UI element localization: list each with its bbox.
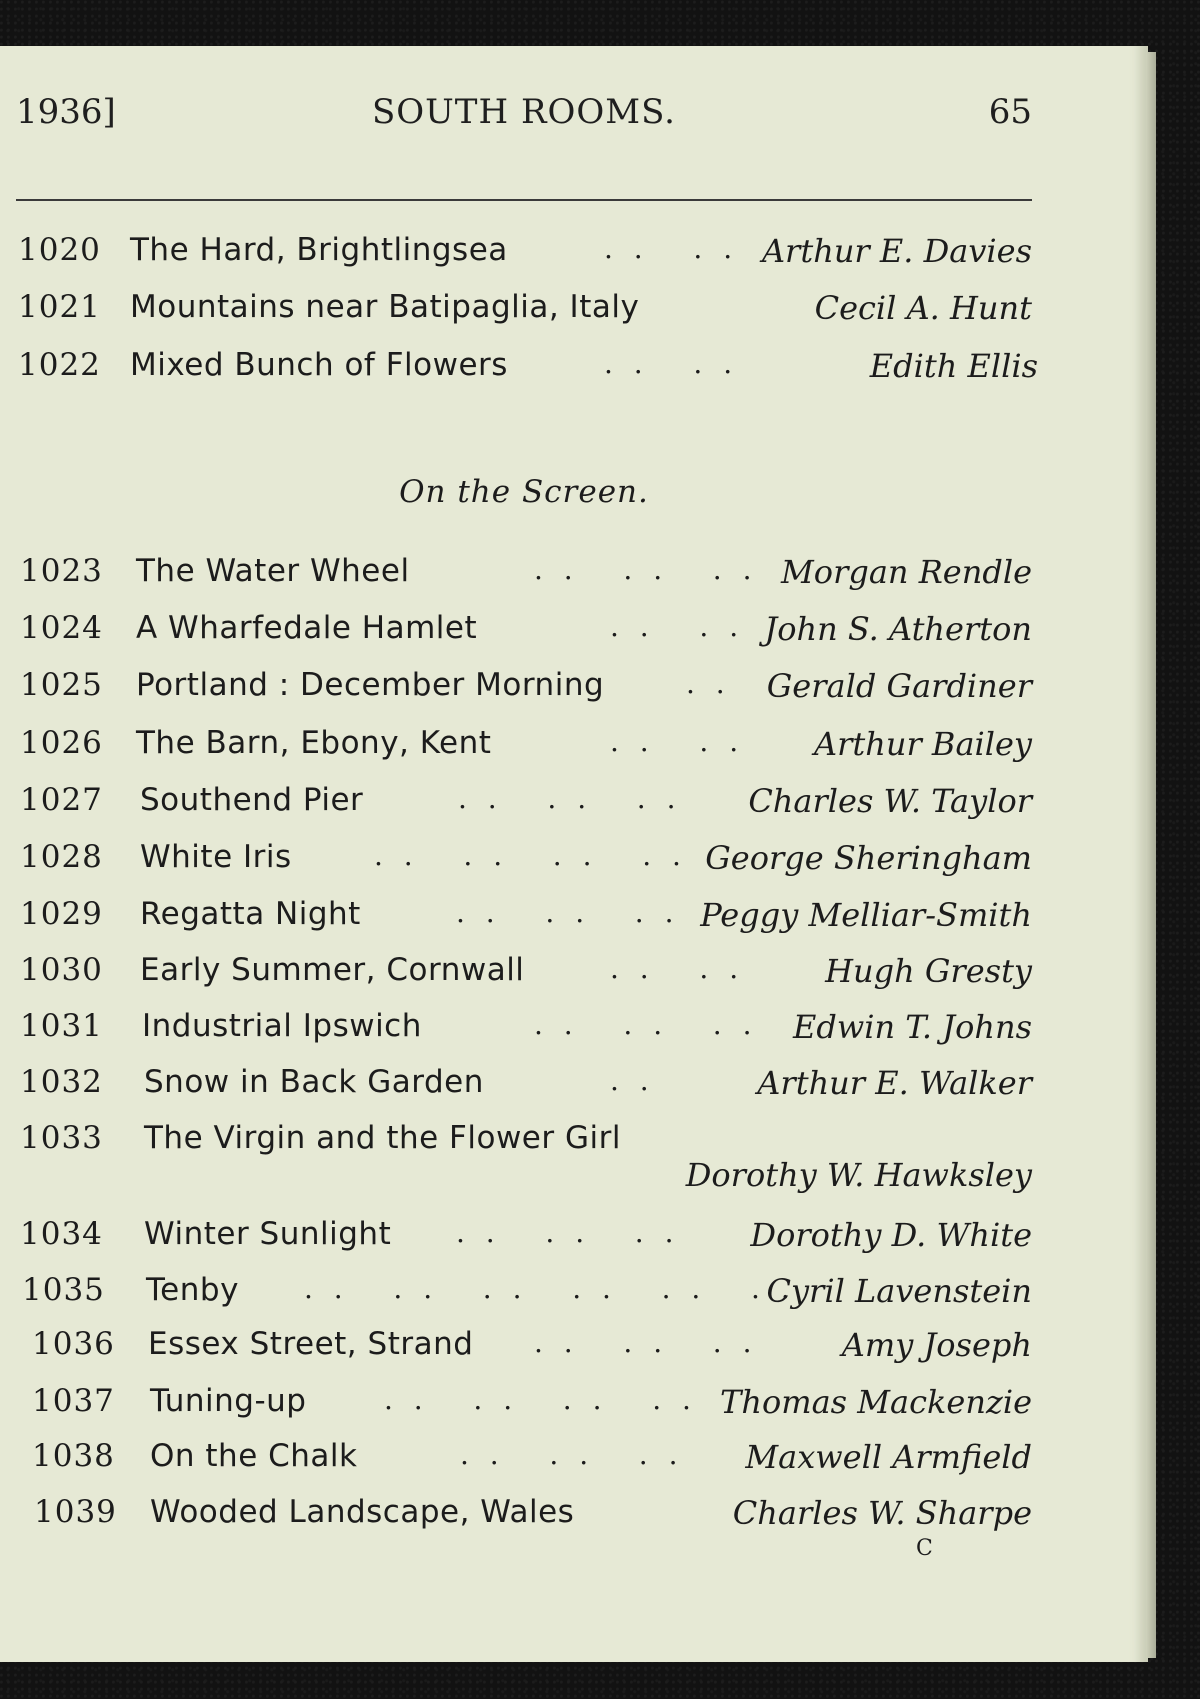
signature-mark: C: [916, 1536, 933, 1561]
entry-number: 1030: [20, 952, 103, 988]
entry-title: White Iris: [140, 839, 292, 875]
dot-leader: . . . . . .: [460, 1438, 684, 1471]
entry-artist: Morgan Rendle: [781, 553, 1032, 591]
dot-leader: . . . . . . . .: [384, 1383, 697, 1416]
entry-title: Essex Street, Strand: [148, 1326, 474, 1362]
entry-title: The Virgin and the Flower Girl: [144, 1120, 621, 1156]
entry-number: 1039: [34, 1494, 117, 1530]
entry-title: Industrial Ipswich: [142, 1008, 422, 1044]
entry-title: Wooded Landscape, Wales: [150, 1494, 575, 1530]
page-number: 65: [988, 92, 1032, 132]
dot-leader: . . . .: [610, 952, 745, 985]
entry-title: Mixed Bunch of Flowers: [130, 347, 508, 383]
entry-artist: Maxwell Armfield: [745, 1438, 1032, 1476]
entry-artist: Charles W. Sharpe: [732, 1494, 1032, 1532]
entry-artist: Charles W. Taylor: [748, 782, 1032, 820]
header-rule: [16, 199, 1032, 201]
running-header: [16, 92, 1032, 152]
entry-number: 1037: [32, 1383, 115, 1419]
entry-number: 1038: [32, 1438, 115, 1474]
entry-title: Portland : December Morning: [136, 667, 605, 703]
entry-number: 1021: [18, 289, 101, 325]
entry-title: The Hard, Brightlingsea: [130, 232, 508, 268]
entry-title: On the Chalk: [150, 1438, 358, 1474]
entry-title: Mountains near Batipaglia, Italy: [130, 289, 640, 325]
catalogue-entry: [0, 667, 1148, 717]
entry-artist: Arthur E. Davies: [761, 232, 1032, 270]
entry-artist: Gerald Gardiner: [766, 667, 1032, 705]
entry-artist: Cecil A. Hunt: [814, 289, 1032, 327]
catalogue-entry: [0, 289, 1148, 339]
entry-title: Snow in Back Garden: [144, 1064, 484, 1100]
dot-leader: . . . .: [610, 725, 745, 758]
entry-artist: Arthur Bailey: [813, 725, 1032, 763]
catalogue-entry: [0, 1383, 1148, 1433]
dot-leader: . . . . . .: [456, 896, 680, 929]
entry-artist: Dorothy W. Hawksley: [685, 1156, 1032, 1194]
dot-leader: . .: [686, 667, 731, 700]
catalogue-entry: [0, 1326, 1148, 1376]
entry-artist: Edwin T. Johns: [793, 1008, 1032, 1046]
entry-artist: Dorothy D. White: [750, 1216, 1032, 1254]
entry-number: 1036: [32, 1326, 115, 1362]
catalogue-entry: [0, 553, 1148, 603]
catalogue-entry: [0, 782, 1148, 832]
catalogue-entry: [0, 725, 1148, 775]
section-heading: On the Screen.: [399, 474, 649, 510]
entry-artist: Cyril Lavenstein: [766, 1272, 1032, 1310]
catalogue-entry: [0, 1494, 1148, 1544]
entry-title: Winter Sunlight: [144, 1216, 392, 1252]
entry-number: 1024: [20, 610, 103, 646]
catalogue-entry: [0, 232, 1148, 282]
catalogue-entry: [0, 839, 1148, 889]
catalogue-entry: [0, 1064, 1148, 1114]
dot-leader: . . . . . . . .: [374, 839, 687, 872]
catalogue-entry: [0, 1272, 1148, 1322]
dot-leader: . . . . . .: [456, 1216, 680, 1249]
entry-artist: George Sheringham: [705, 839, 1032, 877]
catalogue-entry: [0, 1216, 1148, 1266]
dot-leader: . . . .: [604, 347, 739, 380]
entry-number: 1033: [20, 1120, 103, 1156]
catalogue-entry: [0, 610, 1148, 660]
entry-number: 1025: [20, 667, 103, 703]
dot-leader: . . . . . .: [534, 1326, 758, 1359]
entry-artist: John S. Atherton: [764, 610, 1032, 648]
entry-artist: Amy Joseph: [841, 1326, 1032, 1364]
entry-artist: Thomas Mackenzie: [720, 1383, 1032, 1421]
entry-artist: Arthur E. Walker: [757, 1064, 1032, 1102]
catalogue-entry: [0, 347, 1148, 397]
entry-number: 1022: [18, 347, 101, 383]
entry-artist: Peggy Melliar-Smith: [700, 896, 1032, 934]
entry-number: 1023: [20, 553, 103, 589]
entry-number: 1026: [20, 725, 103, 761]
entry-title: Tenby: [146, 1272, 239, 1308]
entry-number: 1032: [20, 1064, 103, 1100]
entry-title: Tuning-up: [150, 1383, 307, 1419]
dot-leader: . . . .: [604, 232, 739, 265]
catalogue-entry: [0, 896, 1148, 946]
catalogue-entry: [0, 952, 1148, 1002]
entry-title: Early Summer, Cornwall: [140, 952, 525, 988]
entry-artist: Edith Ellis: [869, 347, 1038, 385]
catalogue-entry: [0, 1120, 1148, 1194]
dot-leader: . . . . . .: [534, 553, 758, 586]
entry-number: 1029: [20, 896, 103, 932]
entry-title: Regatta Night: [140, 896, 361, 932]
entry-number: 1028: [20, 839, 103, 875]
entry-title: Southend Pier: [140, 782, 364, 818]
header-year: 1936]: [16, 92, 116, 132]
catalogue-entry: [0, 1008, 1148, 1058]
header-title: SOUTH ROOMS.: [371, 92, 676, 132]
entry-artist: Hugh Gresty: [825, 952, 1032, 990]
dot-leader: . . . . . .: [458, 782, 682, 815]
entry-number: 1027: [20, 782, 103, 818]
entry-number: 1034: [20, 1216, 103, 1252]
entry-number: 1035: [22, 1272, 105, 1308]
dot-leader: . .: [610, 1064, 655, 1097]
dot-leader: . . . . . . . . . . . .: [304, 1272, 796, 1305]
entry-title: The Water Wheel: [136, 553, 410, 589]
entry-number: 1020: [18, 232, 101, 268]
dot-leader: . . . .: [610, 610, 745, 643]
dot-leader: . . . . . .: [534, 1008, 758, 1041]
entry-number: 1031: [20, 1008, 103, 1044]
entry-title: The Barn, Ebony, Kent: [136, 725, 492, 761]
catalogue-entry: [0, 1438, 1148, 1488]
entry-title: A Wharfedale Hamlet: [136, 610, 478, 646]
